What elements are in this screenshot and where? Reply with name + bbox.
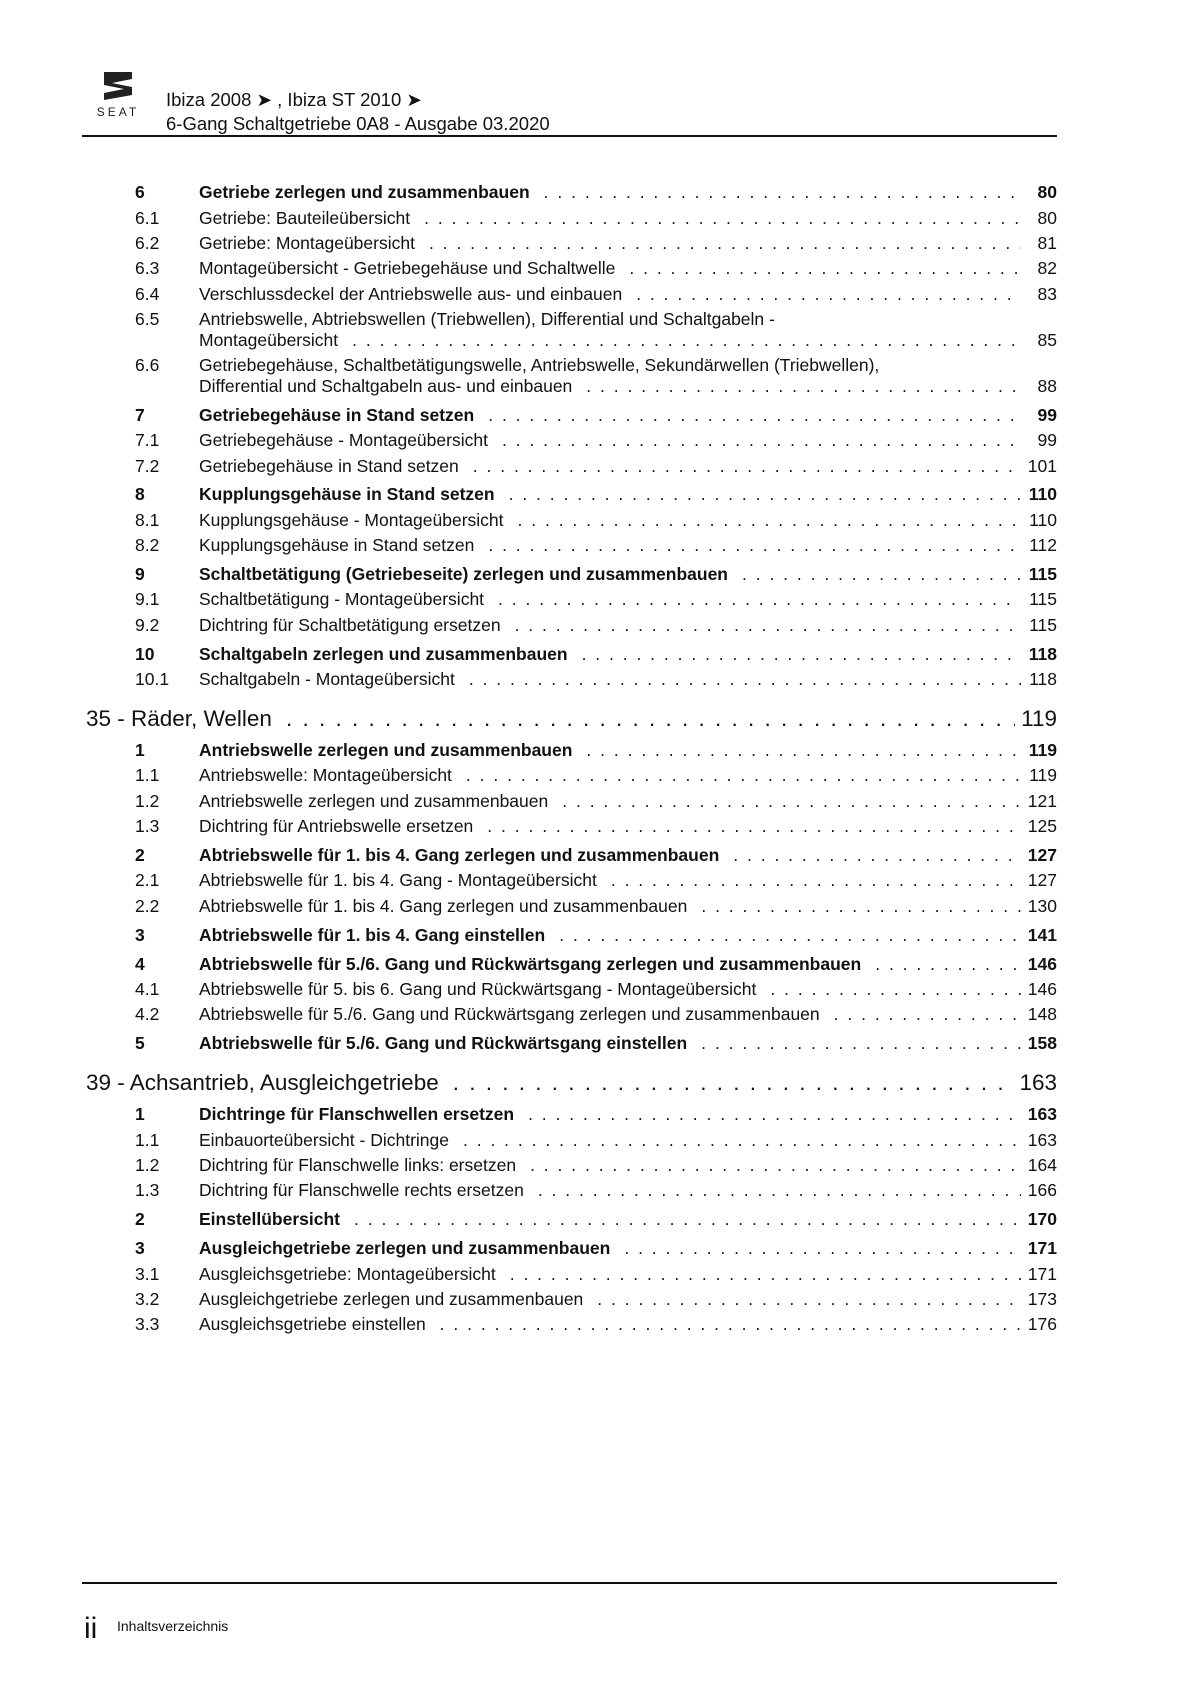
toc-title: Abtriebswelle für 5./6. Gang und Rückwärtsgang zerlegen und zusammenbauen (199, 953, 862, 974)
dot-leader (440, 1314, 1021, 1335)
toc-title: Dichtring für Schaltbetätigung ersetzen (199, 614, 501, 635)
toc-title: Dichtring für Antriebswelle ersetzen (199, 816, 474, 837)
toc-title: Abtriebswelle für 5. bis 6. Gang und Rückwärtsgang - Montageübersicht (199, 979, 757, 1000)
toc-chapter[interactable] (86, 1070, 1057, 1096)
toc-title: Verschlussdeckel der Antriebswelle aus- und einbauen (199, 283, 623, 304)
dot-leader (473, 456, 1021, 477)
toc-title: Antriebswelle, Abtriebswellen (Triebwellen), Differential und Schaltgabeln - (199, 309, 775, 330)
toc-title: Getriebegehäuse in Stand setzen (199, 455, 459, 476)
toc-entry[interactable] (86, 1238, 1057, 1259)
toc-entry[interactable] (86, 740, 1057, 761)
toc-page: 119 (1021, 705, 1057, 731)
toc-page: 127 (1027, 870, 1057, 891)
toc-page: 115 (1029, 614, 1057, 635)
toc-title: Schaltbetätigung (Getriebeseite) zerlegen und zusammenbauen (199, 564, 728, 585)
toc-entry[interactable] (86, 284, 1057, 305)
toc-title: 35 - Räder, Wellen (86, 705, 272, 731)
toc-title: Schaltbetätigung - Montageübersicht (199, 589, 485, 610)
toc-title: Dichtringe für Flanschwellen ersetzen (199, 1104, 515, 1125)
toc-title: Dichtring für Flanschwelle links: ersetzen (199, 1154, 517, 1175)
toc-page: 81 (1037, 233, 1057, 254)
toc-number: 3 (135, 924, 145, 945)
toc-number: 9 (135, 564, 145, 585)
toc-title: Getriebegehäuse - Montageübersicht (199, 430, 488, 451)
toc-entry[interactable] (86, 564, 1057, 585)
toc-number: 1.3 (135, 816, 160, 837)
toc-entry[interactable] (86, 1264, 1057, 1285)
dot-leader (469, 669, 1021, 690)
toc-entry[interactable] (86, 309, 1057, 350)
dot-leader (586, 740, 1021, 761)
toc-number: 2.1 (135, 870, 160, 891)
toc-number: 7.2 (135, 455, 160, 476)
toc-page: 112 (1029, 535, 1057, 556)
toc-page: 110 (1028, 484, 1057, 505)
toc-page: 127 (1027, 845, 1057, 866)
toc-entry[interactable] (86, 1209, 1057, 1230)
toc-title: Montageübersicht - Getriebegehäuse und Schaltwelle (199, 258, 616, 279)
footer-label: Inhaltsverzeichnis (117, 1618, 229, 1634)
toc-page: 88 (1037, 375, 1057, 396)
toc-title: Dichtring für Flanschwelle rechts ersetzen (199, 1180, 524, 1201)
toc-title: Antriebswelle zerlegen und zusammenbauen (199, 790, 549, 811)
dot-leader (488, 405, 1021, 426)
toc-title: Abtriebswelle für 1. bis 4. Gang zerlegen und zusammenbauen (199, 895, 688, 916)
dot-leader (530, 1155, 1021, 1176)
toc-title: Kupplungsgehäuse in Stand setzen (199, 484, 495, 505)
toc-number: 1.2 (135, 790, 160, 811)
toc-entry[interactable] (86, 258, 1057, 279)
toc-number: 1 (135, 740, 145, 761)
toc-entry[interactable] (86, 925, 1057, 946)
toc-number: 6.1 (135, 207, 160, 228)
dot-leader (875, 954, 1021, 975)
toc-page: 170 (1027, 1209, 1057, 1230)
dot-leader (510, 1264, 1021, 1285)
dot-leader (636, 284, 1021, 305)
toc-title: Ausgleichsgetriebe einstellen (199, 1314, 426, 1335)
toc-number: 1.2 (135, 1154, 160, 1175)
seat-logo (88, 70, 148, 120)
toc-entry[interactable] (86, 1289, 1057, 1310)
toc-number: 3.3 (135, 1314, 160, 1335)
toc-title: Abtriebswelle für 1. bis 4. Gang zerlegen und zusammenbauen (199, 845, 720, 866)
toc-number: 6.3 (135, 258, 160, 279)
toc-page: 163 (1019, 1069, 1057, 1095)
dot-leader (629, 258, 1021, 279)
dot-leader (742, 564, 1021, 585)
toc-page: 119 (1028, 740, 1057, 761)
toc-number: 6.4 (135, 283, 160, 304)
footer-page-number: ii (84, 1612, 98, 1645)
toc-entry[interactable] (86, 1314, 1057, 1335)
dot-leader (624, 1238, 1021, 1259)
toc-entry[interactable] (86, 615, 1057, 636)
toc-number: 8 (135, 484, 145, 505)
dot-leader (515, 615, 1021, 636)
toc-title: Abtriebswelle für 5./6. Gang und Rückwärtsgang einstellen (199, 1033, 688, 1054)
toc-title: Schaltgabeln - Montageübersicht (199, 669, 455, 690)
toc-number: 4.2 (135, 1004, 160, 1025)
toc-entry[interactable] (86, 456, 1057, 477)
toc-title-cont: Montageübersicht (199, 329, 339, 350)
toc-number: 3 (135, 1238, 145, 1259)
dot-leader (528, 1104, 1021, 1125)
dot-leader (429, 233, 1021, 254)
toc-number: 7.1 (135, 430, 160, 451)
toc-page: 164 (1027, 1154, 1057, 1175)
toc-title: Einbauorteübersicht - Dichtringe (199, 1129, 449, 1150)
toc-page: 173 (1027, 1288, 1057, 1309)
toc-page: 115 (1028, 564, 1057, 585)
dot-leader (352, 330, 1021, 351)
dot-leader (770, 979, 1021, 1000)
toc-title: Abtriebswelle für 1. bis 4. Gang - Montageübersicht (199, 870, 597, 891)
toc-page: 146 (1027, 979, 1057, 1000)
toc-number: 4.1 (135, 979, 160, 1000)
dot-leader (586, 376, 1021, 397)
dot-leader (562, 791, 1021, 812)
toc-title: Getriebe zerlegen und zusammenbauen (199, 182, 530, 203)
toc-entry[interactable] (86, 1130, 1057, 1151)
dot-leader (518, 510, 1021, 531)
dot-leader (487, 816, 1021, 837)
header-models: Ibiza 2008 ➤ , Ibiza ST 2010 ➤ (166, 89, 422, 110)
toc-page: 80 (1037, 182, 1057, 203)
dot-leader (597, 1289, 1021, 1310)
toc-title: Schaltgabeln zerlegen und zusammenbauen (199, 643, 568, 664)
toc-entry[interactable] (86, 430, 1057, 451)
toc-entry[interactable] (86, 535, 1057, 556)
toc-number: 3.1 (135, 1263, 160, 1284)
dot-leader (502, 430, 1021, 451)
toc-entry[interactable] (86, 1104, 1057, 1125)
header-subtitle: 6-Gang Schaltgetriebe 0A8 - Ausgabe 03.2020 (166, 113, 550, 134)
toc-title: Antriebswelle: Montageübersicht (199, 765, 452, 786)
toc-page: 163 (1027, 1104, 1057, 1125)
toc-entry[interactable] (86, 979, 1057, 1000)
toc-page: 118 (1029, 669, 1057, 690)
dot-leader (582, 644, 1021, 665)
toc-entry[interactable] (86, 816, 1057, 837)
dot-leader (559, 925, 1021, 946)
toc-page: 99 (1037, 430, 1057, 451)
toc-page: 83 (1037, 283, 1057, 304)
toc-page: 158 (1027, 1033, 1057, 1054)
dot-leader (453, 1070, 1014, 1096)
toc-page: 110 (1029, 509, 1057, 530)
toc-entry[interactable] (86, 954, 1057, 975)
toc-entry[interactable] (86, 1033, 1057, 1054)
toc-page: 85 (1037, 329, 1057, 350)
toc-page: 119 (1029, 765, 1057, 786)
toc-entry[interactable] (86, 765, 1057, 786)
dot-leader (733, 845, 1021, 866)
toc-entry[interactable] (86, 355, 1057, 396)
toc-number: 2 (135, 1209, 145, 1230)
toc-number: 1.1 (135, 1129, 160, 1150)
toc-entry[interactable] (86, 589, 1057, 610)
toc-title: Abtriebswelle für 1. bis 4. Gang einstellen (199, 924, 546, 945)
toc-title-cont: Differential und Schaltgabeln aus- und einbauen (199, 375, 573, 396)
toc-page: 125 (1027, 816, 1057, 837)
toc-number: 1 (135, 1104, 145, 1125)
toc-title: Abtriebswelle für 5./6. Gang und Rückwärtsgang zerlegen und zusammenbauen (199, 1004, 820, 1025)
toc-number: 10.1 (135, 669, 170, 690)
dot-leader (488, 535, 1021, 556)
toc-entry[interactable] (86, 870, 1057, 891)
dot-leader (463, 1130, 1021, 1151)
toc-number: 7 (135, 404, 145, 425)
toc-entry[interactable] (86, 1155, 1057, 1176)
toc-title: Getriebe: Bauteileübersicht (199, 207, 411, 228)
toc-number: 10 (135, 643, 155, 664)
dot-leader (611, 870, 1021, 891)
dot-leader (544, 182, 1021, 203)
dot-leader (424, 208, 1021, 229)
toc-page: 141 (1027, 924, 1057, 945)
toc-page: 148 (1027, 1004, 1057, 1025)
toc-entry[interactable] (86, 233, 1057, 254)
toc-title: Kupplungsgehäuse - Montageübersicht (199, 509, 504, 530)
dot-leader (701, 1033, 1021, 1054)
toc-title: Antriebswelle zerlegen und zusammenbauen (199, 740, 573, 761)
footer-divider (82, 1582, 1057, 1584)
dot-leader (538, 1180, 1021, 1201)
toc-page: 176 (1027, 1314, 1057, 1335)
toc-page: 80 (1037, 207, 1057, 228)
dot-leader (498, 589, 1021, 610)
dot-leader (834, 1004, 1021, 1025)
toc-entry[interactable] (86, 791, 1057, 812)
toc-page: 163 (1027, 1129, 1057, 1150)
toc-number: 2 (135, 845, 145, 866)
toc-entry[interactable] (86, 182, 1057, 203)
toc-page: 171 (1027, 1263, 1057, 1284)
toc-page: 130 (1027, 895, 1057, 916)
toc-entry[interactable] (86, 405, 1057, 426)
toc-title: 39 - Achsantrieb, Ausgleichgetriebe (86, 1069, 439, 1095)
dot-leader (354, 1209, 1021, 1230)
toc-number: 6.6 (135, 355, 160, 376)
toc-page: 82 (1037, 258, 1057, 279)
toc-number: 6.5 (135, 309, 160, 330)
toc-title: Ausgleichgetriebe zerlegen und zusammenbauen (199, 1238, 611, 1259)
toc-entry[interactable] (86, 644, 1057, 665)
toc-entry[interactable] (86, 1180, 1057, 1201)
toc-number: 1.3 (135, 1180, 160, 1201)
toc-page: 166 (1027, 1180, 1057, 1201)
toc-page: 115 (1029, 589, 1057, 610)
dot-leader (466, 765, 1021, 786)
toc-entry[interactable] (86, 510, 1057, 531)
toc-page: 118 (1028, 643, 1057, 664)
toc-page: 99 (1037, 404, 1057, 425)
dot-leader (509, 484, 1021, 505)
dot-leader (701, 896, 1021, 917)
toc-number: 6.2 (135, 233, 160, 254)
toc-chapter[interactable] (86, 706, 1057, 732)
dot-leader (286, 706, 1015, 732)
toc-entry[interactable] (86, 896, 1057, 917)
toc-number: 8.2 (135, 535, 160, 556)
toc-number: 5 (135, 1033, 145, 1054)
toc-number: 4 (135, 953, 145, 974)
header-divider (82, 135, 1057, 137)
toc-entry[interactable] (86, 208, 1057, 229)
toc-entry[interactable] (86, 484, 1057, 505)
toc-number: 2.2 (135, 895, 160, 916)
toc-number: 9.1 (135, 589, 160, 610)
toc-number: 1.1 (135, 765, 160, 786)
toc-title: Ausgleichsgetriebe: Montageübersicht (199, 1263, 496, 1284)
table-of-contents (86, 174, 1057, 1335)
toc-page: 121 (1027, 790, 1057, 811)
toc-page: 171 (1027, 1238, 1057, 1259)
toc-title: Getriebe: Montageübersicht (199, 233, 415, 254)
toc-entry[interactable] (86, 1004, 1057, 1025)
toc-title: Getriebegehäuse in Stand setzen (199, 404, 475, 425)
toc-title: Getriebegehäuse, Schaltbetätigungswelle, Antriebswelle, Sekundärwellen (Triebwellen), (199, 355, 880, 376)
svg-text:SEAT: SEAT (96, 105, 140, 119)
toc-number: 3.2 (135, 1288, 160, 1309)
document-header (166, 88, 550, 136)
toc-number: 6 (135, 182, 145, 203)
toc-title: Kupplungsgehäuse in Stand setzen (199, 535, 475, 556)
toc-number: 9.2 (135, 614, 160, 635)
toc-page: 146 (1027, 953, 1057, 974)
toc-title: Einstellübersicht (199, 1209, 341, 1230)
toc-entry[interactable] (86, 845, 1057, 866)
toc-number: 8.1 (135, 509, 160, 530)
toc-page: 101 (1027, 455, 1057, 476)
toc-entry[interactable] (86, 669, 1057, 690)
toc-title: Ausgleichgetriebe zerlegen und zusammenbauen (199, 1288, 584, 1309)
